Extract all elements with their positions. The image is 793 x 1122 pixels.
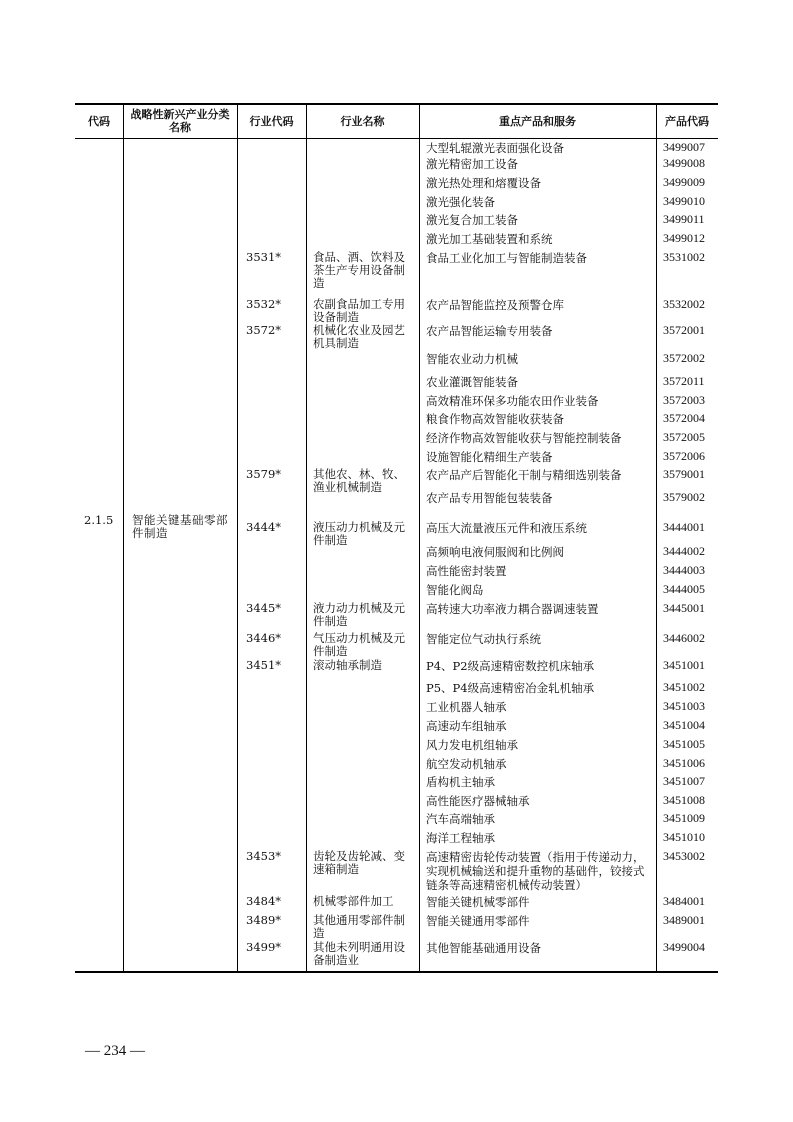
product-code: 3572001 bbox=[663, 323, 705, 337]
product-code: 3531002 bbox=[663, 250, 705, 264]
product-code: 3451001 bbox=[663, 658, 705, 672]
industry-code: 3579* bbox=[246, 467, 282, 481]
product-name: 智能关键机械零部件 bbox=[426, 895, 530, 909]
industry-name: 其他通用零部件制造 bbox=[313, 913, 405, 940]
product-name: 农业灌溉智能装备 bbox=[426, 375, 518, 389]
product-code: 3444005 bbox=[663, 582, 705, 596]
header-industry-name: 行业名称 bbox=[340, 114, 385, 128]
product-code: 3572006 bbox=[663, 449, 705, 463]
product-name: 汽车高端轴承 bbox=[426, 812, 495, 826]
product-name: 农产品产后智能化干制与精细选别装备 bbox=[426, 468, 622, 482]
product-name: 经济作物高效智能收获与智能控制装备 bbox=[426, 431, 622, 445]
product-code: 3572003 bbox=[663, 393, 705, 407]
product-name: 航空发动机轴承 bbox=[426, 757, 507, 771]
product-code: 3445001 bbox=[663, 601, 705, 615]
product-name: 高效精准环保多功能农田作业装备 bbox=[426, 394, 599, 408]
column-divider bbox=[306, 103, 307, 971]
product-code: 3579001 bbox=[663, 467, 705, 481]
industry-code: 3484* bbox=[246, 894, 282, 908]
header-category: 战略性新兴产业分类名称 bbox=[130, 108, 230, 134]
product-code: 3499011 bbox=[663, 212, 705, 226]
product-name: 高转速大功率液力耦合器调速装置 bbox=[426, 602, 599, 616]
product-name: 智能化阀岛 bbox=[426, 583, 484, 597]
section-name: 智能关键基础零部件制造 bbox=[132, 513, 228, 540]
product-code: 3499008 bbox=[663, 156, 705, 170]
column-divider bbox=[123, 103, 124, 971]
industry-code: 3445* bbox=[246, 601, 282, 615]
product-name: 高频响电液伺服阀和比例阀 bbox=[426, 545, 564, 559]
product-code: 3451002 bbox=[663, 680, 705, 694]
industry-code: 3444* bbox=[246, 520, 282, 534]
page-number: — 234 — bbox=[85, 1043, 145, 1059]
product-code: 3572005 bbox=[663, 430, 705, 444]
product-code: 3489001 bbox=[663, 913, 705, 927]
product-name: 高速精密齿轮传动装置（指用于传递动力，实现机械输送和提升重物的基础件，铰接式链条等高速精密机械传动装置） bbox=[426, 850, 645, 892]
product-name: 农产品智能运输专用装备 bbox=[426, 324, 553, 338]
industry-name: 机械零部件加工 bbox=[313, 894, 394, 908]
table-bottom-rule bbox=[75, 971, 718, 973]
industry-code: 3446* bbox=[246, 631, 282, 645]
product-code: 3572011 bbox=[663, 374, 705, 388]
product-code: 3499012 bbox=[663, 231, 705, 245]
column-divider bbox=[237, 103, 238, 971]
product-name: 激光加工基础装置和系统 bbox=[426, 232, 553, 246]
product-name: 海洋工程轴承 bbox=[426, 831, 495, 845]
product-code: 3572004 bbox=[663, 411, 705, 425]
product-name: 高性能密封装置 bbox=[426, 564, 507, 578]
product-name: 工业机器人轴承 bbox=[426, 700, 507, 714]
industry-code: 3499* bbox=[246, 940, 282, 954]
product-code: 3453002 bbox=[663, 849, 705, 863]
industry-name: 齿轮及齿轮减、变速箱制造 bbox=[313, 849, 405, 876]
product-code: 3451006 bbox=[663, 756, 705, 770]
product-name: 食品工业化加工与智能制造装备 bbox=[426, 251, 587, 265]
product-code: 3499007 bbox=[663, 140, 705, 154]
product-name: 风力发电机组轴承 bbox=[426, 738, 518, 752]
product-code: 3444003 bbox=[663, 563, 705, 577]
product-name: 高压大流量液压元件和液压系统 bbox=[426, 521, 587, 535]
product-code: 3446002 bbox=[663, 631, 705, 645]
industry-name: 其他农、林、牧、渔业机械制造 bbox=[313, 467, 405, 494]
product-name: 设施智能化精细生产装备 bbox=[426, 450, 553, 464]
product-code: 3532002 bbox=[663, 297, 705, 311]
industry-name: 农副食品加工专用设备制造 bbox=[313, 297, 405, 324]
product-code: 3499004 bbox=[663, 940, 705, 954]
product-name: 大型轧辊激光表面强化设备 bbox=[426, 141, 564, 155]
product-name: 高性能医疗器械轴承 bbox=[426, 794, 530, 808]
product-code: 3451008 bbox=[663, 793, 705, 807]
product-code: 3451007 bbox=[663, 774, 705, 788]
product-code: 3451005 bbox=[663, 737, 705, 751]
product-name: 农产品专用智能包装装备 bbox=[426, 491, 553, 505]
product-name: P4、P2级高速精密数控机床轴承 bbox=[426, 659, 595, 673]
industry-name: 液压动力机械及元件制造 bbox=[313, 520, 405, 547]
product-name: 激光精密加工设备 bbox=[426, 157, 518, 171]
product-name: 激光热处理和熔覆设备 bbox=[426, 176, 541, 190]
industry-name: 机械化农业及园艺机具制造 bbox=[313, 323, 405, 350]
industry-code: 3489* bbox=[246, 913, 282, 927]
product-code: 3451003 bbox=[663, 699, 705, 713]
product-code: 3484001 bbox=[663, 894, 705, 908]
product-name: 激光强化装备 bbox=[426, 195, 495, 209]
industry-code: 3532* bbox=[246, 297, 282, 311]
product-name: 激光复合加工装备 bbox=[426, 213, 518, 227]
product-name: 智能关键通用零部件 bbox=[426, 914, 530, 928]
product-code: 3444002 bbox=[663, 544, 705, 558]
industry-name: 滚动轴承制造 bbox=[313, 658, 382, 672]
industry-name: 其他未列明通用设备制造业 bbox=[313, 940, 405, 967]
header-code: 代码 bbox=[88, 114, 110, 128]
industry-name: 液力动力机械及元件制造 bbox=[313, 601, 405, 628]
product-code: 3572002 bbox=[663, 351, 705, 365]
industry-code: 3531* bbox=[246, 250, 282, 264]
product-code: 3499009 bbox=[663, 175, 705, 189]
section-code: 2.1.5 bbox=[84, 513, 114, 527]
header-product-code: 产品代码 bbox=[665, 114, 709, 128]
header-rule bbox=[75, 138, 718, 139]
product-name: 智能农业动力机械 bbox=[426, 352, 518, 366]
industry-code: 3572* bbox=[246, 323, 282, 337]
header-products: 重点产品和服务 bbox=[499, 114, 576, 128]
product-code: 3579002 bbox=[663, 490, 705, 504]
header-industry-code: 行业代码 bbox=[249, 114, 294, 128]
table-top-rule bbox=[75, 103, 718, 105]
product-code: 3499010 bbox=[663, 194, 705, 208]
industry-name: 食品、酒、饮料及茶生产专用设备制造 bbox=[313, 250, 405, 290]
product-code: 3451009 bbox=[663, 811, 705, 825]
product-name: 盾构机主轴承 bbox=[426, 775, 495, 789]
industry-name: 气压动力机械及元件制造 bbox=[313, 631, 405, 658]
product-code: 3451004 bbox=[663, 718, 705, 732]
column-divider bbox=[419, 103, 420, 971]
product-name: 智能定位气动执行系统 bbox=[426, 632, 541, 646]
product-name: 粮食作物高效智能收获装备 bbox=[426, 412, 564, 426]
product-name: 高速动车组轴承 bbox=[426, 719, 507, 733]
product-name: 其他智能基础通用设备 bbox=[426, 941, 541, 955]
industry-code: 3453* bbox=[246, 849, 282, 863]
product-name: 农产品智能监控及预警仓库 bbox=[426, 298, 564, 312]
product-code: 3451010 bbox=[663, 830, 705, 844]
product-name: P5、P4级高速精密冶金轧机轴承 bbox=[426, 681, 595, 695]
column-divider bbox=[656, 103, 657, 971]
industry-code: 3451* bbox=[246, 658, 282, 672]
product-code: 3444001 bbox=[663, 520, 705, 534]
